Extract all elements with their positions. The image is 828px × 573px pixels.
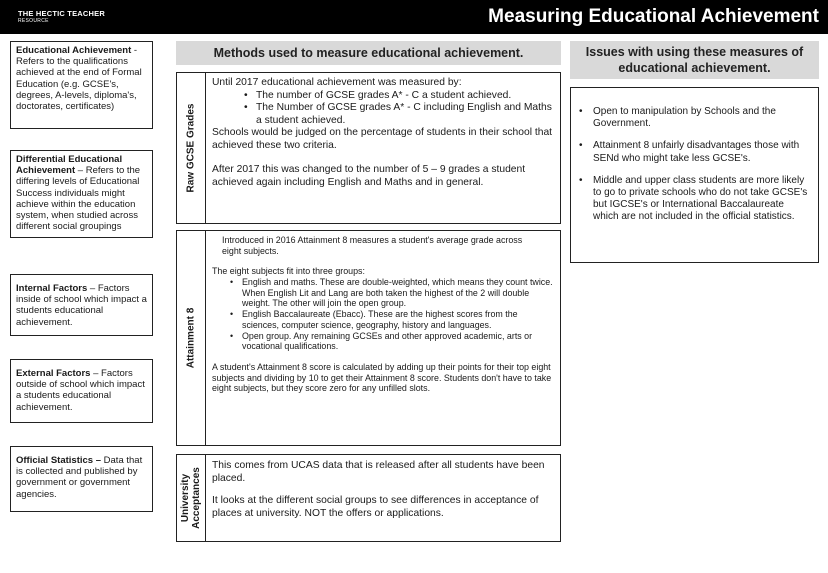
- definition-internal-factors: [10, 274, 153, 336]
- definition-text: Refers to the qualifications achieved at the end of Formal Education (e.g. GCSE's, degrees, A-levels, diploma's, doctorates, certificates): [16, 56, 142, 113]
- issues-heading: Issues with using these measures of educational achievement.: [570, 41, 819, 79]
- page-title: Measuring Educational Achievement: [488, 6, 819, 27]
- logo-subtitle: RESOURCE: [18, 17, 49, 24]
- ucas-label-cell: [177, 455, 206, 541]
- issues-list: [577, 106, 808, 224]
- raw-gcse-label-cell: [177, 73, 206, 223]
- list-item: • Middle and upper class students are more likely to go to private schools who do not take GCSE's but IGCSE's or International Baccalaureate which are not included in the official statistics.: [577, 175, 808, 224]
- attainment8-groups-intro: The eight subjects fit into three groups:: [212, 266, 365, 277]
- list-item: • Open to manipulation by Schools and the Government.: [577, 106, 808, 130]
- definition-external-factors: [10, 359, 153, 423]
- definition-differential-achievement: [10, 150, 153, 238]
- attainment8-content: [206, 231, 560, 445]
- logo: [18, 10, 105, 24]
- raw-gcse-bullets: [242, 90, 554, 128]
- definition-term: Differential Educational Achievement: [16, 154, 123, 177]
- definition-text: Factors outside of school which impact a students educational achievement.: [16, 368, 145, 413]
- definition-educational-achievement: [10, 41, 153, 129]
- definition-text: Factors inside of school which impact a students educational achievement.: [16, 283, 147, 328]
- raw-gcse-para2: After 2017 this was changed to the number of 5 – 9 grades a student achieved again including English and Maths and in general.: [212, 164, 526, 188]
- definition-term: Educational Achievement: [16, 45, 132, 56]
- list-item: • English Baccalaureate (Ebacc). These are the highest scores from the sciences, computer science, geography, history and languages.: [228, 309, 554, 330]
- header-bar: [0, 0, 828, 34]
- list-item: • Open group. Any remaining GCSEs and other approved academic, arts or vocational qualifications.: [228, 331, 554, 352]
- attainment8-para: A student's Attainment 8 score is calculated by adding up their points for their top eight subjects and dividing by 10 to get their Attainment 8 score. Students don't have to take eight subjects, but they score zero for any unfilled slots.: [212, 361, 552, 394]
- raw-gcse-intro: Until 2017 educational achievement was measured by:: [212, 77, 462, 88]
- definition-separator: –: [87, 283, 98, 294]
- attainment8-box: [176, 230, 561, 446]
- raw-gcse-para1: Schools would be judged on the percentage of students in their school that achieved these two criteria.: [212, 127, 553, 151]
- list-item: • The number of GCSE grades A* - C a student achieved.: [242, 90, 554, 103]
- raw-gcse-label: Raw GCSE Grades: [185, 103, 197, 193]
- list-item: • The Number of GCSE grades A* - C including English and Maths a student achieved.: [242, 102, 554, 127]
- attainment8-bullets: [228, 277, 554, 352]
- methods-heading: Methods used to measure educational achievement.: [176, 41, 561, 65]
- definition-term: External Factors: [16, 368, 91, 379]
- definition-separator: –: [90, 368, 102, 379]
- definition-text: Refers to the differing levels of Educational Success individuals might achieve within the education system, when studied across different social groupings: [16, 165, 141, 233]
- attainment8-label-cell: [177, 231, 206, 445]
- ucas-content: [206, 455, 560, 541]
- raw-gcse-box: [176, 72, 561, 224]
- raw-gcse-content: [206, 73, 560, 223]
- attainment8-intro: Introduced in 2016 Attainment 8 measures a student's average grade across eight subjects.: [222, 235, 523, 256]
- definition-term: Official Statistics –: [16, 455, 102, 466]
- list-item: • Attainment 8 unfairly disadvantages those with SENd who might take less GCSE's.: [577, 140, 808, 164]
- ucas-para1: This comes from UCAS data that is released after all students have been placed.: [212, 460, 545, 484]
- issues-box: [570, 87, 819, 263]
- definition-term: Internal Factors: [16, 283, 88, 294]
- definition-official-statistics: [10, 446, 153, 512]
- ucas-label: [180, 467, 202, 529]
- definition-separator: -: [131, 45, 138, 56]
- list-item: • English and maths. These are double-weighted, which means they count twice. When English Lit and Lang are both taken the highest of the 2 will double weight. The other will join the open group.: [228, 277, 554, 309]
- definition-text: Data that is collected and published by government or government agencies.: [16, 455, 143, 500]
- ucas-label-line2: Acceptances: [191, 467, 202, 529]
- ucas-para2: It looks at the different social groups to see differences in acceptance of places at university. NOT the offers or applications.: [212, 495, 539, 519]
- definition-separator: –: [75, 165, 86, 177]
- university-acceptances-box: [176, 454, 561, 542]
- attainment8-label: Attainment 8: [185, 307, 197, 369]
- logo-title: THE HECTIC TEACHER: [18, 9, 105, 18]
- ucas-label-line1: University: [180, 473, 191, 523]
